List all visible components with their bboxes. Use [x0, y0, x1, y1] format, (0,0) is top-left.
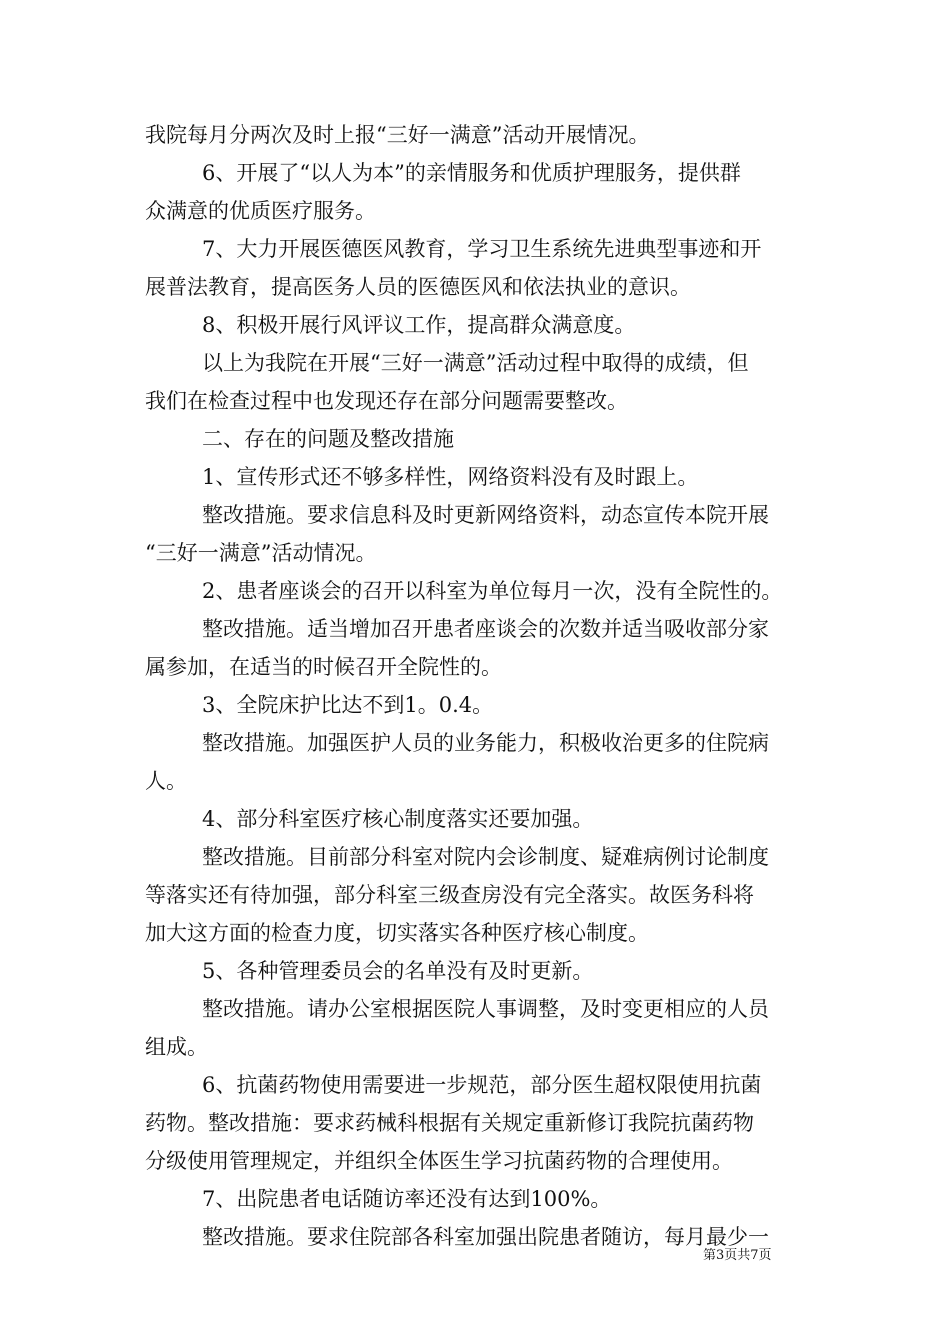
text-line: 我们在检查过程中也发现还存在部分问题需要整改。 [145, 389, 628, 413]
text-line: 整改措施。目前部分科室对院内会诊制度、疑难病例讨论制度 [202, 845, 769, 869]
text-line: 组成。 [145, 1035, 208, 1059]
text-line: 7、出院患者电话随访率还没有达到100%。 [202, 1187, 612, 1211]
text-line: 整改措施。适当增加召开患者座谈会的次数并适当吸收部分家 [202, 617, 769, 641]
text-line: 6、抗菌药物使用需要进一步规范，部分医生超权限使用抗菌 [202, 1073, 762, 1097]
page-number: 第3页共7页 [703, 1248, 772, 1263]
text-line: “三好一满意”活动情况。 [145, 541, 377, 565]
text-line: 7、大力开展医德医风教育，学习卫生系统先进典型事迹和开 [202, 237, 762, 261]
text-line: 1、宣传形式还不够多样性，网络资料没有及时跟上。 [202, 465, 699, 489]
text-line: 人。 [145, 769, 187, 793]
section-heading: 二、存在的问题及整改措施 [202, 427, 454, 451]
text-line: 整改措施。请办公室根据医院人事调整，及时变更相应的人员 [202, 997, 769, 1021]
text-line: 8、积极开展行风评议工作，提高群众满意度。 [202, 313, 636, 337]
text-line: 整改措施。要求住院部各科室加强出院患者随访，每月最少一 [202, 1225, 769, 1249]
text-line: 6、开展了“以人为本”的亲情服务和优质护理服务，提供群 [202, 161, 741, 185]
text-line: 整改措施。加强医护人员的业务能力，积极收治更多的住院病 [202, 731, 769, 755]
text-line: 众满意的优质医疗服务。 [145, 199, 376, 223]
text-line: 2、患者座谈会的召开以科室为单位每月一次，没有全院性的。 [202, 579, 783, 603]
text-line: 等落实还有待加强，部分科室三级查房没有完全落实。故医务科将 [145, 883, 754, 907]
text-line: 以上为我院在开展“三好一满意”活动过程中取得的成绩，但 [202, 351, 749, 375]
text-line: 5、各种管理委员会的名单没有及时更新。 [202, 959, 594, 983]
text-line: 我院每月分两次及时上报“三好一满意”活动开展情况。 [145, 123, 650, 147]
text-line: 属参加，在适当的时候召开全院性的。 [145, 655, 502, 679]
text-line: 药物。整改措施：要求药械科根据有关规定重新修订我院抗菌药物 [145, 1111, 754, 1135]
text-line: 整改措施。要求信息科及时更新网络资料，动态宣传本院开展 [202, 503, 769, 527]
text-line: 加大这方面的检查力度，切实落实各种医疗核心制度。 [145, 921, 649, 945]
text-line: 展普法教育，提高医务人员的医德医风和依法执业的意识。 [145, 275, 691, 299]
text-line: 分级使用管理规定，并组织全体医生学习抗菌药物的合理使用。 [145, 1149, 733, 1173]
document-body [145, 116, 805, 1256]
text-line: 4、部分科室医疗核心制度落实还要加强。 [202, 807, 594, 831]
text-line: 3、全院床护比达不到1。0.4。 [202, 693, 494, 717]
